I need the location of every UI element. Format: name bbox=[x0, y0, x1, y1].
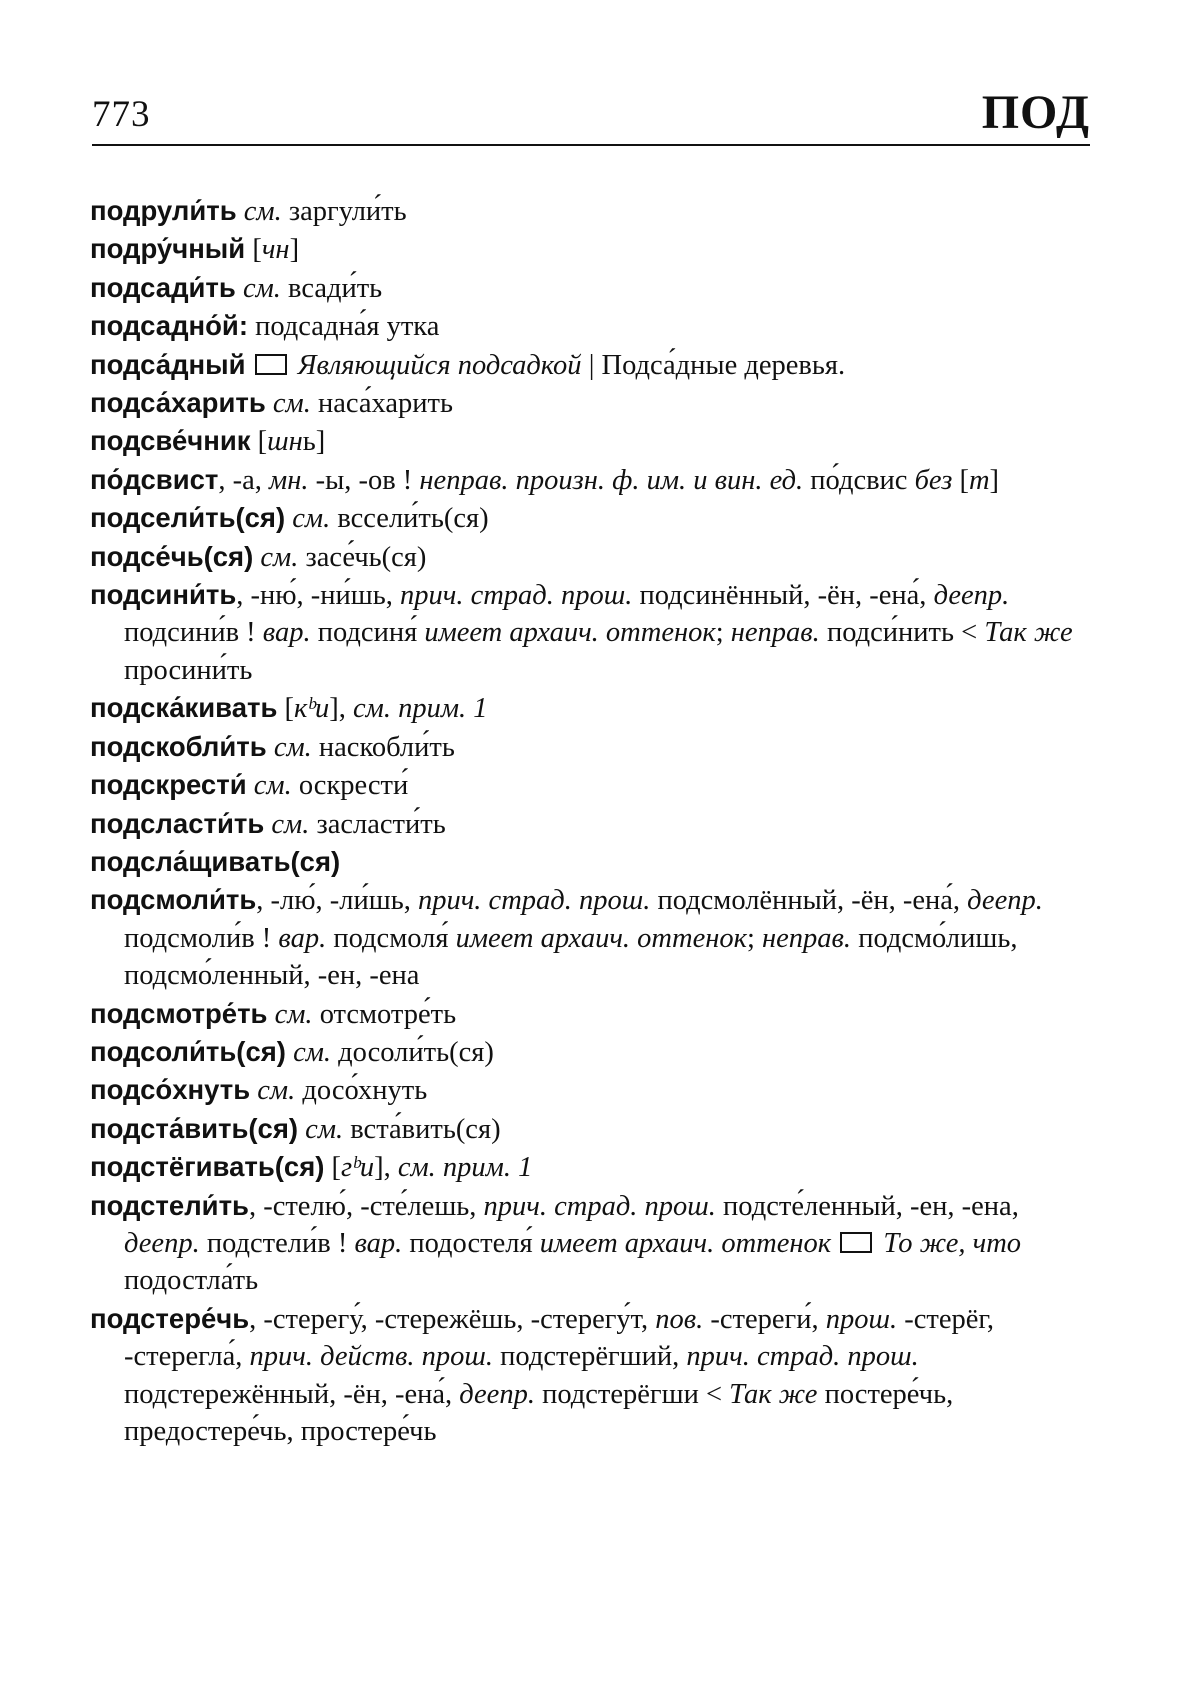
grammar-label: Так же bbox=[984, 617, 1073, 649]
entry-headword: подсо́хнуть bbox=[90, 1074, 251, 1106]
entry-text: наскобли́ть bbox=[311, 731, 455, 763]
dictionary-entry bbox=[90, 422, 1090, 460]
entry-text bbox=[236, 273, 243, 304]
dictionary-entry bbox=[90, 576, 1090, 689]
grammar-label: см. bbox=[242, 272, 281, 304]
grammar-label: см. bbox=[292, 503, 331, 535]
grammar-label: имеет архаич. оттенок bbox=[539, 1227, 832, 1259]
grammar-label: Являющийся подсадкой bbox=[297, 349, 582, 381]
grammar-label: см. bbox=[274, 998, 313, 1030]
grammar-label: чн bbox=[261, 234, 290, 266]
grammar-label: шн bbox=[267, 426, 303, 458]
entry-headword: подса́дный bbox=[90, 348, 246, 380]
definition-box-icon bbox=[840, 1232, 872, 1253]
entry-text: засласти́ть bbox=[309, 808, 446, 840]
grammar-label: деепр. bbox=[967, 885, 1043, 917]
grammar-label: Так же bbox=[729, 1378, 818, 1410]
entry-headword: подсве́чник bbox=[90, 425, 251, 457]
grammar-label: см. bbox=[271, 808, 310, 840]
entry-text: подсмолённый, -ён, -ена́, bbox=[650, 885, 968, 917]
dictionary-entry bbox=[90, 1300, 1090, 1451]
grammar-label: деепр. bbox=[124, 1227, 200, 1259]
entry-headword: подсини́ть bbox=[90, 579, 237, 611]
entry-text: постере́чь, предостере́чь, простере́чь bbox=[124, 1378, 954, 1447]
dictionary-entry bbox=[90, 843, 1090, 881]
grammar-label: прич. страд. прош. bbox=[399, 580, 633, 612]
entry-headword: подскобли́ть bbox=[90, 730, 267, 762]
entry-text: засе́чь(ся) bbox=[298, 541, 427, 573]
entry-text: всади́ть bbox=[280, 272, 383, 304]
entry-text: подсмоля́ bbox=[326, 922, 456, 954]
entry-text: подстерёгши < bbox=[534, 1378, 730, 1410]
entry-headword: подстёгивать(ся) bbox=[90, 1151, 325, 1183]
entry-text: подсадна́я утка bbox=[248, 311, 440, 343]
grammar-label: прич. страд. прош. bbox=[686, 1341, 919, 1373]
dictionary-entry bbox=[90, 461, 1090, 499]
dictionary-entry bbox=[90, 346, 1090, 384]
dictionary-entry bbox=[90, 881, 1090, 994]
entry-text: подсини́в ! bbox=[124, 617, 263, 649]
entry-text: | Подса́дные деревья. bbox=[581, 349, 846, 381]
running-head: ПОД bbox=[981, 86, 1090, 139]
grammar-label: имеет архаич. оттенок bbox=[455, 922, 747, 954]
entry-headword: подсла́щивать(ся) bbox=[90, 845, 341, 877]
entry-text: подсинённый, -ён, -ена́, bbox=[632, 580, 934, 612]
grammar-label: см. bbox=[272, 388, 311, 420]
grammar-label: То же, что bbox=[883, 1227, 1022, 1259]
dictionary-entry bbox=[90, 499, 1090, 537]
entry-text: ; bbox=[715, 617, 731, 649]
entry-text: , -ню́, -ни́шь, bbox=[236, 580, 400, 612]
entry-headword: подсе́чь(ся) bbox=[90, 540, 254, 572]
entry-headword: подска́кивать bbox=[90, 692, 278, 724]
entry-headword: подсоли́ть(ся) bbox=[90, 1035, 286, 1067]
grammar-label: см. bbox=[293, 1036, 332, 1068]
dictionary-entry bbox=[90, 230, 1090, 268]
grammar-label: см. bbox=[243, 196, 282, 227]
grammar-label: т bbox=[968, 464, 990, 496]
dictionary-entry bbox=[90, 1110, 1090, 1148]
entry-text: -стереги́, bbox=[703, 1303, 826, 1335]
entry-headword: по́дсвист bbox=[90, 463, 219, 495]
entry-text: ], bbox=[374, 1152, 398, 1184]
entry-headword: подсади́ть bbox=[90, 271, 236, 303]
entry-text: по́дсвис bbox=[803, 464, 915, 496]
grammar-label: пов. bbox=[655, 1303, 704, 1335]
entry-text: -стерёг, -стерегла́, bbox=[124, 1303, 994, 1373]
entry-text bbox=[247, 770, 254, 801]
dictionary-entry bbox=[90, 728, 1090, 766]
grammar-label: прич. действ. прош. bbox=[249, 1341, 494, 1373]
entry-text: , -стерегу́, -стережёшь, -стерегу́т, bbox=[249, 1303, 656, 1335]
grammar-label: см. bbox=[273, 731, 312, 763]
entry-headword: подстере́чь bbox=[90, 1302, 250, 1334]
grammar-label: мн. bbox=[269, 464, 309, 496]
entry-headword: подрули́ть bbox=[90, 195, 237, 226]
grammar-label: см. bbox=[260, 541, 299, 573]
entry-text: ; bbox=[746, 922, 763, 954]
entry-headword: подсели́ть(ся) bbox=[90, 502, 286, 534]
entry-text: [ bbox=[324, 1152, 342, 1184]
grammar-label: вар. bbox=[354, 1227, 403, 1259]
entry-text: , -стелю́, -сте́лешь, bbox=[248, 1190, 484, 1222]
entry-text: подстерёгший, bbox=[493, 1341, 687, 1373]
dictionary-entry bbox=[90, 1071, 1090, 1109]
entry-text: подстережённый, -ён, -ена́, bbox=[124, 1378, 460, 1410]
entry-headword: подсмоли́ть bbox=[90, 884, 257, 916]
entry-text: [ bbox=[952, 464, 969, 496]
grammar-label: деепр. bbox=[459, 1378, 535, 1410]
entry-text: ] bbox=[289, 234, 300, 266]
grammar-label: неправ. произн. ф. им. и вин. ед. bbox=[419, 464, 804, 496]
entry-text bbox=[246, 350, 253, 381]
entry-text: досоли́ть(ся) bbox=[331, 1036, 494, 1068]
entry-text bbox=[267, 732, 274, 763]
grammar-label: кᵇи bbox=[294, 693, 330, 725]
grammar-label: вар. bbox=[278, 922, 327, 954]
definition-box-icon bbox=[255, 354, 287, 375]
grammar-label: вар. bbox=[262, 617, 311, 649]
entry-text bbox=[831, 1228, 838, 1259]
entry-headword: подсласти́ть bbox=[90, 807, 265, 839]
grammar-label: имеет архаич. оттенок bbox=[424, 617, 716, 649]
entry-text: подсте́ленный, -ен, -ена, bbox=[715, 1190, 1019, 1222]
entry-text: досо́хнуть bbox=[295, 1075, 428, 1107]
entry-text: подстели́в ! bbox=[199, 1227, 355, 1259]
entry-text: , -лю́, -ли́шь, bbox=[256, 885, 418, 917]
entry-text bbox=[286, 1037, 293, 1068]
entry-text: , -а, bbox=[218, 464, 270, 496]
grammar-label: см. bbox=[253, 770, 292, 802]
grammar-label: гᵇи bbox=[341, 1152, 375, 1184]
entry-text bbox=[267, 999, 274, 1030]
entry-headword: подстели́ть bbox=[90, 1189, 249, 1221]
entry-headword: подру́чный bbox=[90, 233, 246, 265]
entry-text: ] bbox=[989, 464, 1000, 496]
entry-text: подсиня́ bbox=[310, 617, 425, 649]
entry-headword: подскрести́ bbox=[90, 769, 247, 801]
entry-headword: подса́харить bbox=[90, 387, 266, 419]
grammar-label: неправ. bbox=[762, 922, 852, 954]
entry-text: вста́вить(ся) bbox=[343, 1113, 501, 1145]
page-number: 773 bbox=[92, 94, 151, 135]
dictionary-entry bbox=[90, 269, 1090, 307]
entry-text: подостла́ть bbox=[124, 1265, 259, 1297]
entry-headword: подста́вить(ся) bbox=[90, 1112, 299, 1144]
entry-text: [ bbox=[250, 426, 268, 458]
dictionary-entry bbox=[90, 1033, 1090, 1071]
entry-text bbox=[291, 350, 298, 381]
grammar-label: прош. bbox=[825, 1303, 898, 1335]
entry-text: [ bbox=[245, 234, 262, 266]
entry-text: ь] bbox=[302, 426, 326, 458]
dictionary-entry bbox=[90, 384, 1090, 422]
entry-text: заргули́ть bbox=[281, 196, 407, 227]
dictionary-entry bbox=[90, 766, 1090, 804]
grammar-label: неправ. bbox=[730, 617, 820, 649]
entry-text: подсмо́лишь, подсмо́ленный, -ен, -ена bbox=[124, 922, 1018, 992]
grammar-label: деепр. bbox=[933, 580, 1010, 612]
entry-text: [ bbox=[277, 693, 294, 725]
entry-headword: подсмотре́ть bbox=[90, 997, 268, 1029]
grammar-label: см. прим. 1 bbox=[397, 1152, 533, 1184]
dictionary-entry bbox=[90, 1148, 1090, 1186]
dictionary-entry bbox=[90, 995, 1090, 1033]
entry-text: отсмотре́ть bbox=[312, 998, 457, 1030]
entry-text: подостеля́ bbox=[402, 1227, 540, 1259]
grammar-label: без bbox=[914, 464, 953, 496]
entry-list bbox=[90, 192, 1090, 1450]
entry-text bbox=[237, 196, 244, 227]
page-header bbox=[92, 78, 1090, 146]
grammar-label: прич. страд. прош. bbox=[417, 885, 651, 917]
entry-text: ], bbox=[329, 693, 353, 725]
dictionary-entry bbox=[90, 689, 1090, 727]
entry-text: просини́ть bbox=[124, 654, 253, 686]
entry-text: оскрести́ bbox=[291, 770, 409, 802]
entry-text: -ы, -ов ! bbox=[308, 464, 420, 496]
dictionary-entry bbox=[90, 805, 1090, 843]
dictionary-entry bbox=[90, 1187, 1090, 1300]
grammar-label: см. bbox=[305, 1113, 344, 1145]
grammar-label: прич. страд. прош. bbox=[483, 1190, 716, 1222]
dictionary-entry bbox=[90, 538, 1090, 576]
entry-text bbox=[266, 388, 273, 419]
entry-text: наса́харить bbox=[310, 388, 453, 420]
entry-text: вссели́ть(ся) bbox=[330, 503, 489, 535]
dictionary-entry bbox=[90, 192, 1090, 230]
grammar-label: см. прим. 1 bbox=[353, 693, 488, 725]
entry-headword: подсадно́й: bbox=[90, 310, 248, 342]
entry-text: подсмоли́в ! bbox=[124, 922, 279, 954]
dictionary-entry bbox=[90, 307, 1090, 345]
entry-text: подси́нить < bbox=[819, 617, 985, 649]
grammar-label: см. bbox=[257, 1075, 296, 1107]
